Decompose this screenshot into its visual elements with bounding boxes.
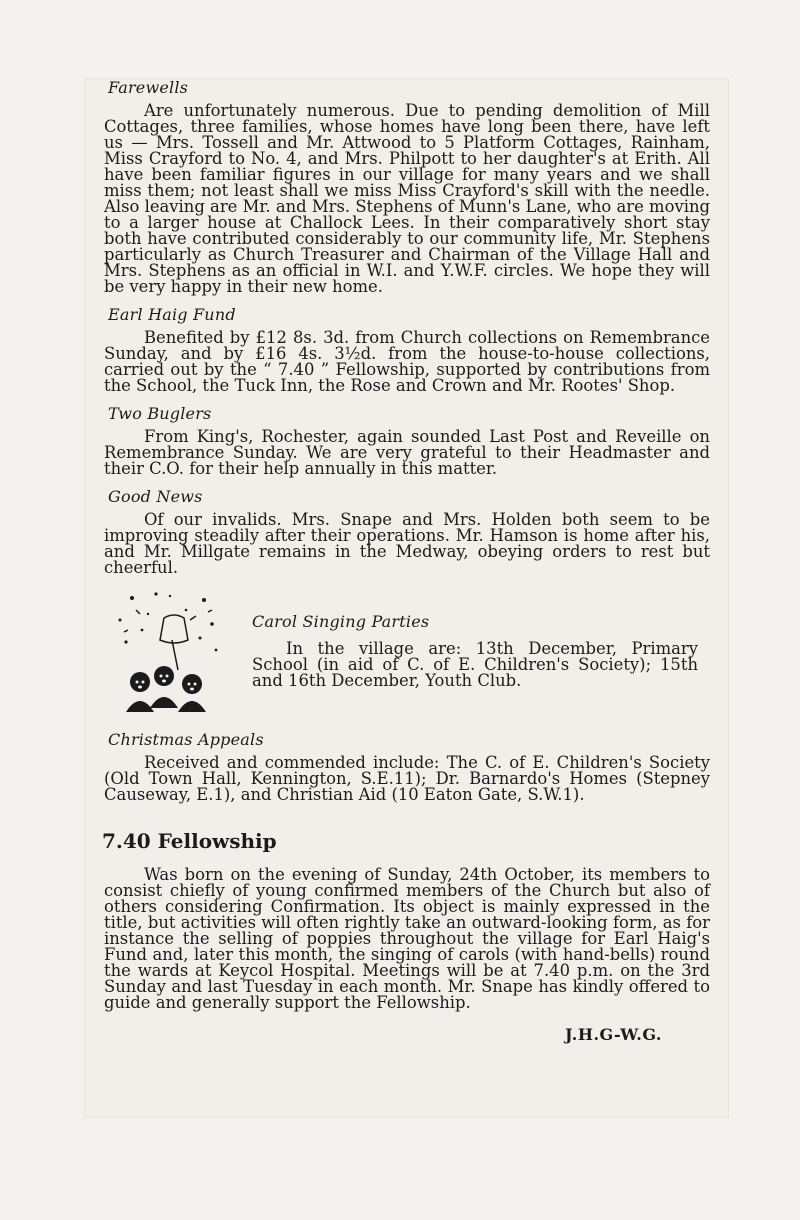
earl-haig-text: Benefited by £12 8s. 3d. from Church collections on Remembrance Sunday, and by £16 4s. 3½d. from the house-to-house collections, carried out by the “ 7.40 ” Fellowship, supported by contributions from the School, the Tuck Inn, the Rose and Crown and Mr. Rootes' Shop.	[104, 328, 710, 395]
carol-text: In the village are: 13th December, Primary School (in aid of C. of E. Children's Society); 15th and 16th December, Youth Club.	[252, 639, 698, 690]
earl-haig-section	[100, 305, 710, 394]
good-news-heading: Good News	[108, 487, 203, 506]
christmas-appeals-text: Received and commended include: The C. of E. Children's Society (Old Town Hall, Kennington, S.E.11); Dr. Barnardo's Homes (Stepney Causeway, E.1), and Christian Aid (10 Eaton Gate, S.W.1).	[104, 753, 710, 804]
christmas-appeals-section	[100, 730, 710, 803]
good-news-text: Of our invalids. Mrs. Snape and Mrs. Holden both seem to be improving steadily after their operations. Mr. Hamson is home after his, and Mr. Millgate remains in the Medway, obeying orders to rest but cheerful.	[104, 510, 710, 577]
buglers-text: From King's, Rochester, again sounded Last Post and Reveille on Remembrance Sunday. We are very grateful to their Headmaster and their C.O. for their help annually in this matter.	[104, 427, 710, 478]
carol-text-block	[248, 612, 698, 699]
christmas-appeals-heading: Christmas Appeals	[108, 730, 264, 749]
buglers-heading: Two Buglers	[108, 404, 212, 423]
farewells-heading: Farewells	[108, 78, 189, 97]
earl-haig-heading: Earl Haig Fund	[108, 305, 236, 324]
carol-section	[100, 590, 710, 730]
carol-singers-illustration	[112, 590, 237, 715]
buglers-section	[100, 404, 710, 477]
signature: J.H.G-W.G.	[564, 1025, 662, 1044]
fellowship-section	[100, 829, 710, 1011]
newsletter-content	[100, 78, 710, 1044]
carol-heading: Carol Singing Parties	[252, 612, 430, 631]
farewells-section	[100, 78, 710, 295]
good-news-section	[100, 487, 710, 576]
farewells-text: Are unfortunately numerous. Due to pending demolition of Mill Cottages, three families, whose homes have long been there, have left us — Mrs. Tossell and Mr. Attwood to 5 Platform Cottages, Rainham, Miss Crayford to No. 4, and Mrs. Philpott to her daughter's at Erith. All have been familiar figures in our village for many years and we shall miss them; not least shall we miss Miss Crayford's skill with the needle. Also leaving are Mr. and Mrs. Stephens of Munn's Lane, who are moving to a larger house at Challock Lees. In their comparatively short stay both have contributed considerably to our community life, Mr. Stephens particularly as Church Treasurer and Chairman of the Village Hall and Mrs. Stephens as an official in W.I. and Y.W.F. circles. We hope they will be very happy in their new home.	[104, 101, 710, 296]
fellowship-text: Was born on the evening of Sunday, 24th October, its members to consist chiefly of young confirmed members of the Church but also of others considering Confirmation. Its object is mainly expressed in the title, but activities will often rightly take an outward-looking form, as for instance the selling of poppies throughout the village for Earl Haig's Fund and, later this month, the singing of carols (with hand-bells) round the wards at Keycol Hospital. Meetings will be at 7.40 p.m. on the 3rd Sunday and last Tuesday in each month. Mr. Snape has kindly offered to guide and generally support the Fellowship.	[104, 865, 710, 1012]
fellowship-heading: 7.40 Fellowship	[102, 829, 277, 853]
